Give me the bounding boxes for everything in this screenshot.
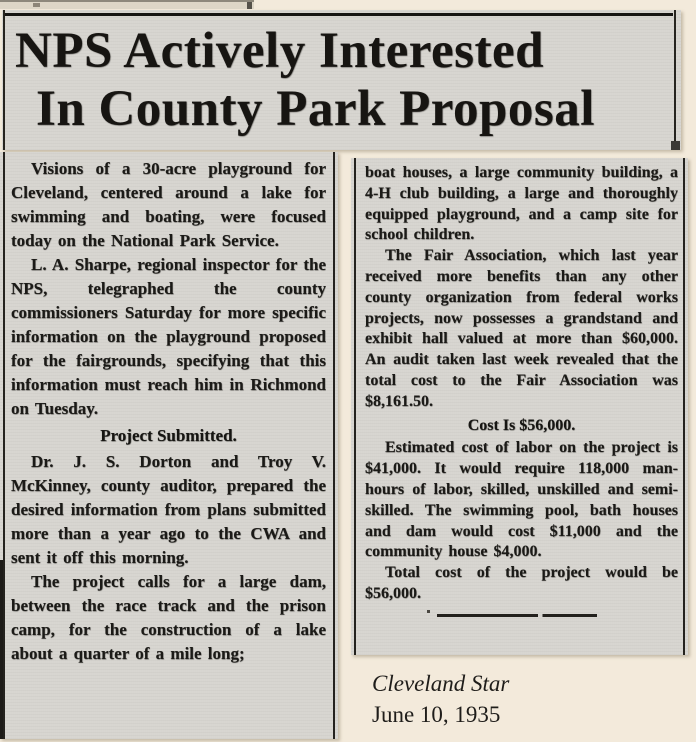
citation-source: Cleveland Star [372, 671, 510, 696]
headline-line-2: In County Park Proposal [36, 81, 595, 137]
article-paragraph: Visions of a 30-acre playground for Cleveland, centered around a lake for swimming and boating, were focused today on the National Park Service. [11, 159, 326, 250]
subhead-cost: Cost Is $56,000. [467, 416, 576, 434]
ink-speck [33, 3, 40, 7]
end-of-article-rule [437, 614, 597, 617]
headline-line-1: NPS Actively Interested [15, 23, 544, 79]
article-paragraph: L. A. Sharpe, regional inspector for the NPS, telegraphed the county commissioners Saturday for more specific information on the playground proposed for the fairgrounds, specifying that this information must reach him in Richmond on Tuesday. [11, 255, 326, 418]
article-headline [2, 22, 681, 138]
citation [372, 668, 509, 730]
right-column-text [365, 163, 678, 647]
headline-clipping [2, 10, 681, 150]
article-paragraph: boat houses, a large community building, a 4-H club building, a large and thoroughly equipped playground, and a camp site for school children. [365, 164, 678, 244]
article-paragraph: Dr. J. S. Dorton and Troy V. McKinney, county auditor, prepared the desired information from plans submitted more than a year ago to the CWA and sent it off this morning. [11, 452, 326, 567]
left-column-text [11, 157, 326, 735]
article-paragraph: The Fair Association, which last year received more benefits than any other county organization from federal works projects, now possesses a grandstand and exhibit hall valued at more than $60,000. An audit taken last week revealed that the total cost to the Fair Association was $8,161.50. [365, 247, 678, 410]
column-rule [0, 560, 3, 739]
column-rule [333, 152, 335, 739]
article-paragraph: Total cost of the project would be $56,000. [365, 564, 678, 602]
column-rule [683, 158, 685, 655]
column-rule [3, 152, 5, 739]
right-column-clipping [351, 158, 688, 655]
left-column-clipping [0, 152, 338, 739]
ink-speck [247, 2, 252, 9]
citation-date: June 10, 1935 [372, 702, 501, 727]
torn-clipping-edge [0, 0, 254, 9]
article-paragraph: Estimated cost of labor on the project is $41,000. It would require 118,000 man-hours of labor, skilled, unskilled and semi-skilled. The swimming pool, bath houses and dam would cost $11,000 and the community house $4,000. [365, 439, 678, 561]
article-paragraph: The project calls for a large dam, between the race track and the prison camp, for the construction of a lake about a quarter of a mile long; [11, 572, 326, 663]
ink-smudge [671, 141, 680, 150]
subhead-project-submitted: Project Submitted. [100, 426, 237, 445]
headline-top-rule [5, 13, 673, 16]
column-rule [354, 158, 356, 655]
